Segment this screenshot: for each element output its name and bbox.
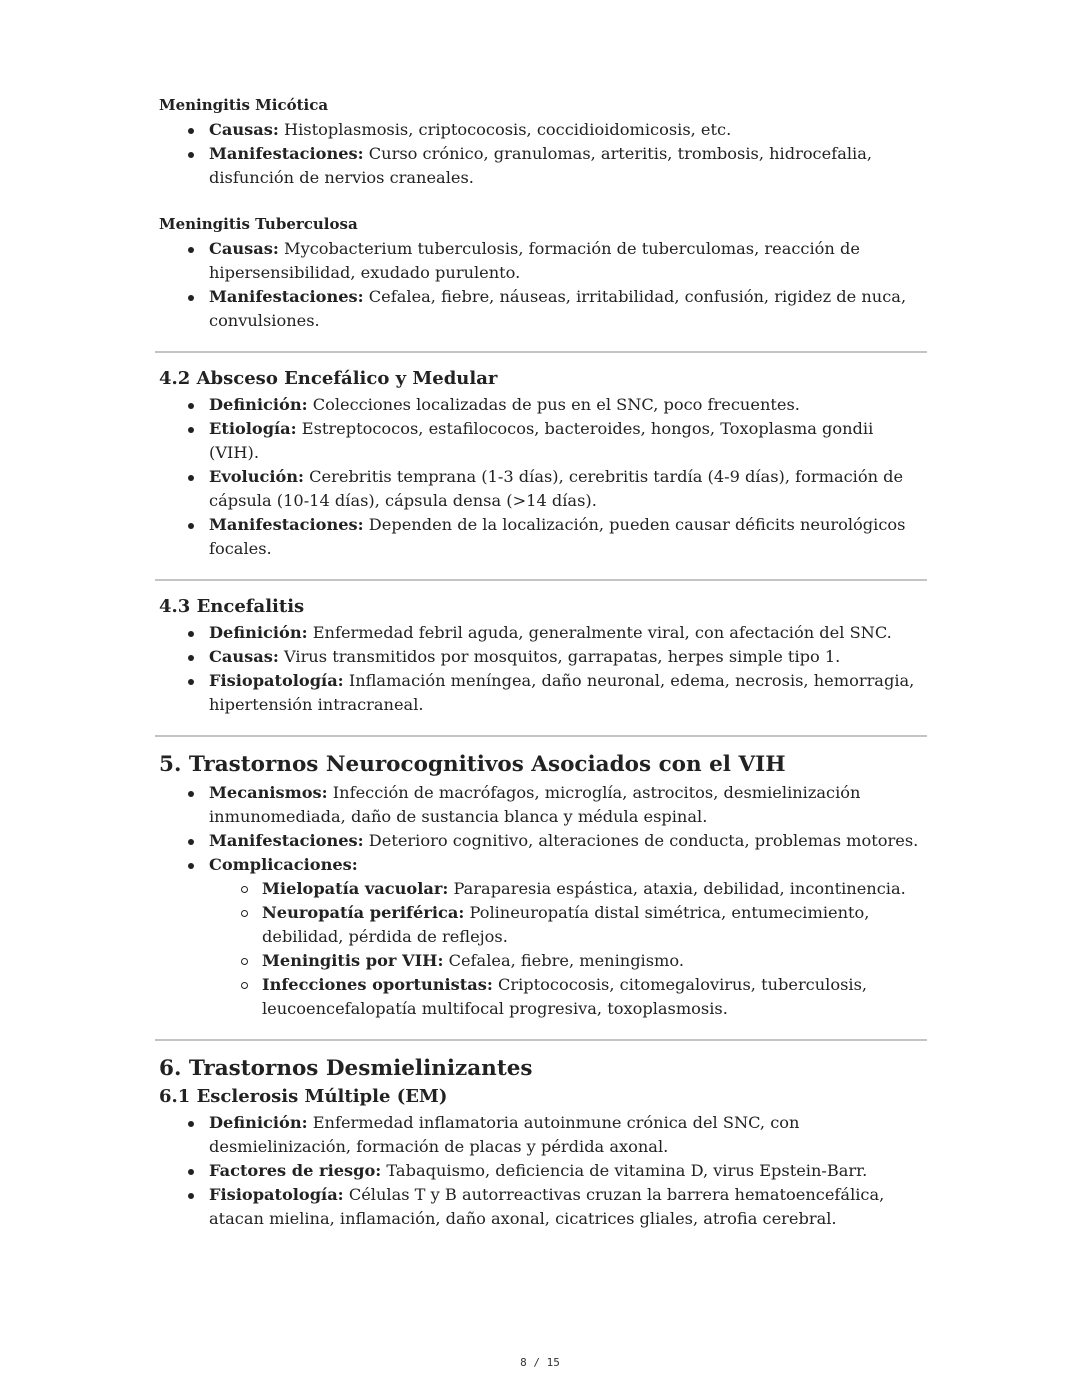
list-item	[159, 417, 923, 465]
list-item	[159, 1183, 923, 1231]
list-item	[159, 669, 923, 717]
item-label: Meningitis por VIH:	[262, 951, 444, 970]
list-esclerosis	[159, 1111, 923, 1231]
item-label: Fisiopatología:	[209, 671, 344, 690]
list-item	[159, 621, 923, 645]
heading-esclerosis-multiple: 6.1 Esclerosis Múltiple (EM)	[159, 1086, 448, 1107]
heading-encefalitis: 4.3 Encefalitis	[159, 596, 305, 617]
item-text: Criptococosis, citomegalovirus, tuberculosis, leucoencefalopatía multifocal progresiva, toxoplasmosis.	[262, 975, 868, 1018]
list-item	[159, 142, 923, 190]
section-divider	[155, 735, 927, 737]
list-tuberculosa	[159, 237, 923, 333]
section-divider	[155, 1039, 927, 1041]
item-text: Deterioro cognitivo, alteraciones de conducta, problemas motores.	[363, 831, 919, 850]
list-item	[159, 1159, 923, 1183]
heading-meningitis-tuberculosa: Meningitis Tuberculosa	[159, 215, 358, 233]
heading-meningitis-micotica: Meningitis Micótica	[159, 96, 329, 114]
list-micotica	[159, 118, 923, 190]
item-text: Curso crónico, granulomas, arteritis, trombosis, hidrocefalia, disfunción de nervios craneales.	[209, 144, 872, 187]
list-item	[159, 645, 923, 669]
item-label: Definición:	[209, 623, 308, 642]
sub-list-item	[159, 901, 923, 949]
item-label: Evolución:	[209, 467, 305, 486]
item-label: Causas:	[209, 239, 279, 258]
section-divider	[155, 579, 927, 581]
heading-absceso: 4.2 Absceso Encefálico y Medular	[159, 368, 498, 389]
page-content	[159, 95, 923, 1231]
item-text: Mycobacterium tuberculosis, formación de tuberculomas, reacción de hipersensibilidad, exudado purulento.	[209, 239, 860, 282]
item-text: Infección de macrófagos, microglía, astrocitos, desmielinización inmunomediada, daño de sustancia blanca y médula espinal.	[209, 783, 861, 826]
list-item	[159, 1111, 923, 1159]
item-label: Causas:	[209, 120, 279, 139]
item-label: Definición:	[209, 1113, 308, 1132]
sub-list-item	[159, 877, 923, 901]
list-item	[159, 513, 923, 561]
sub-list-item	[159, 949, 923, 973]
list-vih	[159, 781, 923, 1021]
item-text: Colecciones localizadas de pus en el SNC, poco frecuentes.	[307, 395, 800, 414]
list-item	[159, 285, 923, 333]
item-text: Enfermedad febril aguda, generalmente viral, con afectación del SNC.	[307, 623, 892, 642]
list-item	[159, 465, 923, 513]
heading-vih: 5. Trastornos Neurocognitivos Asociados con el VIH	[159, 752, 786, 777]
list-item	[159, 829, 923, 853]
item-label: Neuropatía periférica:	[262, 903, 465, 922]
item-text: Cerebritis temprana (1-3 días), cerebritis tardía (4-9 días), formación de cápsula (10-14 días), cápsula densa (>14 días).	[209, 467, 904, 510]
item-label: Mielopatía vacuolar:	[262, 879, 449, 898]
item-text: Inflamación meníngea, daño neuronal, edema, necrosis, hemorragia, hipertensión intracraneal.	[209, 671, 915, 714]
list-item	[159, 853, 923, 877]
item-label: Fisiopatología:	[209, 1185, 344, 1204]
item-label: Etiología:	[209, 419, 297, 438]
item-label: Complicaciones:	[209, 855, 358, 874]
list-absceso	[159, 393, 923, 561]
item-text: Cefalea, fiebre, náuseas, irritabilidad, confusión, rigidez de nuca, convulsiones.	[209, 287, 907, 330]
item-text: Dependen de la localización, pueden causar déficits neurológicos focales.	[209, 515, 906, 558]
item-label: Infecciones oportunistas:	[262, 975, 493, 994]
spacer	[159, 190, 923, 214]
item-text: Estreptococos, estafilococos, bacteroides, hongos, Toxoplasma gondii (VIH).	[209, 419, 874, 462]
item-text: Células T y B autorreactivas cruzan la barrera hematoencefálica, atacan mielina, inflamación, daño axonal, cicatrices gliales, atrofia cerebral.	[209, 1185, 885, 1228]
page-indicator: 8 / 15	[520, 1356, 560, 1369]
heading-desmielinizantes: 6. Trastornos Desmielinizantes	[159, 1056, 533, 1081]
section-divider	[155, 351, 927, 353]
item-label: Manifestaciones:	[209, 144, 364, 163]
item-label: Definición:	[209, 395, 308, 414]
item-text: Paraparesia espástica, ataxia, debilidad, incontinencia.	[448, 879, 906, 898]
list-item	[159, 237, 923, 285]
list-encefalitis	[159, 621, 923, 717]
item-text: Histoplasmosis, criptococosis, coccidioidomicosis, etc.	[278, 120, 732, 139]
sub-list-item	[159, 973, 923, 1021]
item-label: Mecanismos:	[209, 783, 328, 802]
item-label: Manifestaciones:	[209, 831, 364, 850]
list-item	[159, 118, 923, 142]
item-text: Virus transmitidos por mosquitos, garrapatas, herpes simple tipo 1.	[278, 647, 841, 666]
item-label: Factores de riesgo:	[209, 1161, 382, 1180]
item-label: Causas:	[209, 647, 279, 666]
list-item	[159, 393, 923, 417]
item-label: Manifestaciones:	[209, 515, 364, 534]
list-item	[159, 781, 923, 829]
item-text: Tabaquismo, deficiencia de vitamina D, virus Epstein-Barr.	[381, 1161, 868, 1180]
item-text: Enfermedad inflamatoria autoinmune crónica del SNC, con desmielinización, formación de placas y pérdida axonal.	[209, 1113, 800, 1156]
item-label: Manifestaciones:	[209, 287, 364, 306]
item-text: Polineuropatía distal simétrica, entumecimiento, debilidad, pérdida de reflejos.	[262, 903, 870, 946]
item-text: Cefalea, fiebre, meningismo.	[443, 951, 684, 970]
